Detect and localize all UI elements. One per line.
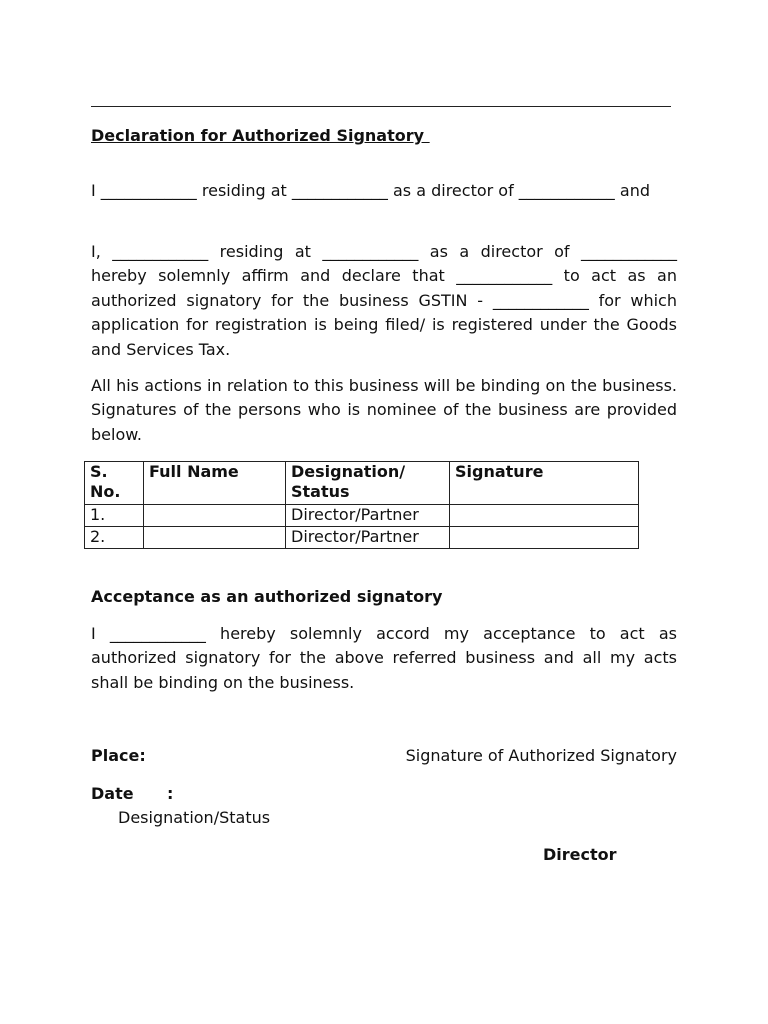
table-row [85, 527, 639, 549]
header-full-name: Full Name [144, 462, 286, 505]
header-designation: Designation/ Status [286, 462, 450, 505]
signature-label: Signature of Authorized Signatory [405, 746, 677, 765]
cell-designation: Director/Partner [286, 505, 450, 527]
acceptance-paragraph: I ____________ hereby solemnly accord my acceptance to act as authorized signatory for the above referred business and all my acts shall be binding on the business. [91, 624, 677, 692]
cell-signature [450, 505, 639, 527]
designation-label: Designation/Status [118, 808, 271, 827]
cell-full-name [144, 505, 286, 527]
place-label: Place: [91, 746, 146, 765]
director-label: Director [543, 845, 617, 864]
declaration-paragraph-1: I ____________ residing at ____________ as a director of ____________ and [91, 181, 650, 200]
declaration-paragraph-2: I, ____________ residing at ____________ as a director of ____________ hereby solemnly affirm and declare that ____________ to act as an authorized signatory for the business GSTIN - ____________ for which application for registration is being filed/ is registered under the Goods and Services Tax. [91, 242, 677, 359]
document-title: Declaration for Authorized Signatory [91, 126, 430, 145]
header-sno: S. No. [85, 462, 144, 505]
header-signature: Signature [450, 462, 639, 505]
acceptance-heading: Acceptance as an authorized signatory [91, 587, 443, 606]
top-horizontal-rule [91, 106, 671, 107]
cell-sno: 2. [85, 527, 144, 549]
binding-paragraph: All his actions in relation to this business will be binding on the business. Signatures of the persons who is nominee of the business are provided below. [91, 376, 677, 444]
table-row [85, 505, 639, 527]
signatory-table [84, 461, 639, 549]
date-label: Date : [91, 784, 174, 803]
table-header-row [85, 462, 639, 505]
cell-sno: 1. [85, 505, 144, 527]
cell-signature [450, 527, 639, 549]
cell-designation: Director/Partner [286, 527, 450, 549]
cell-full-name [144, 527, 286, 549]
